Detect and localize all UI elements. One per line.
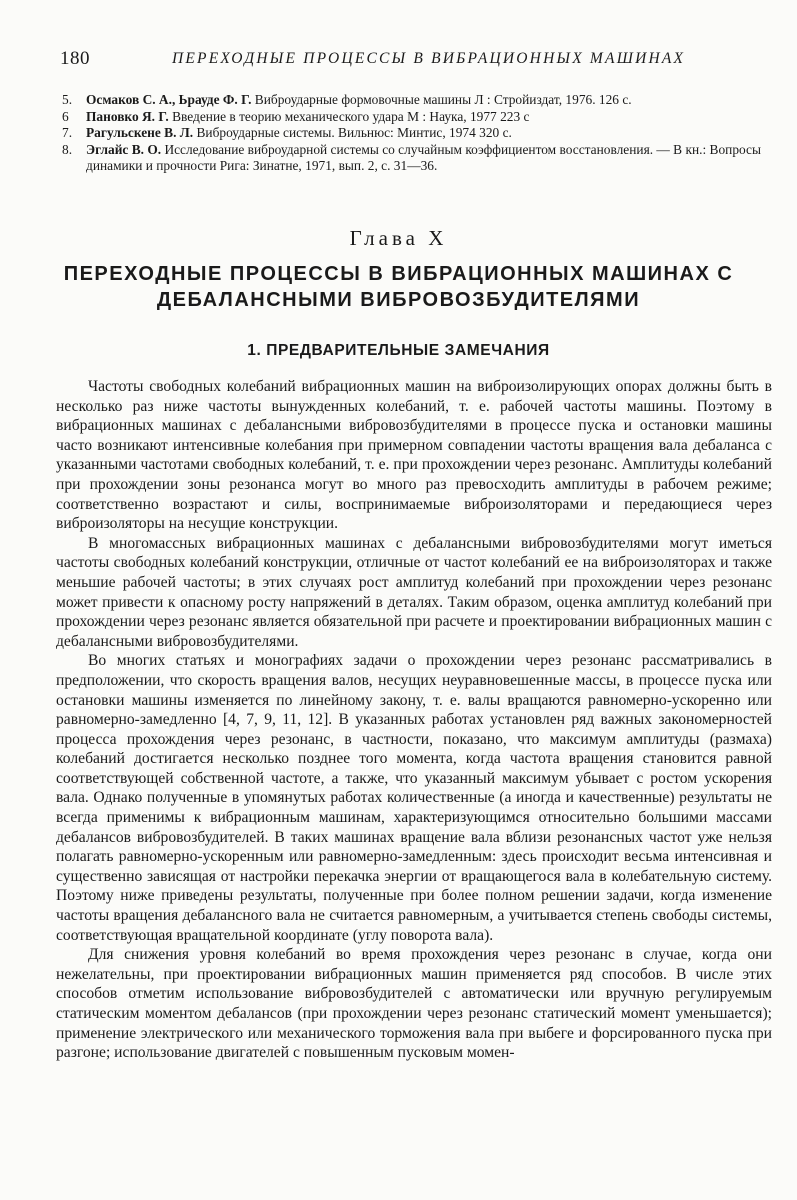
body-text <box>56 377 772 1063</box>
reference-authors: Осмаков С. А., Ьрауде Ф. Г. <box>86 92 252 107</box>
page-number: 180 <box>60 48 90 69</box>
reference-list <box>62 92 762 175</box>
reference-authors: Рагульскене В. Л. <box>86 125 194 140</box>
reference-number: 5. <box>62 92 73 107</box>
running-header: ПЕРЕХОДНЫЕ ПРОЦЕССЫ В ВИБРАЦИОННЫХ МАШИНАХ <box>172 50 686 67</box>
reference-number: 6 <box>62 108 69 124</box>
reference-number: 8. <box>62 141 73 157</box>
section-heading: 1. ПРЕДВАРИТЕЛЬНЫЕ ЗАМЕЧАНИЯ <box>247 342 550 359</box>
reference-text: Исследование виброударной системы со случайным коэффициентом восстановления. — В кн.: Вопросы динамики и прочности Рига: Зинатне, 1971, вып. 2, с. 31—36. <box>86 141 761 173</box>
paragraph: Для снижения уровня колебаний во время прохождения через резонанс в случае, когда они нежелательны, при проектировании вибрационных машин применяется ряд способов. В числе этих способов отметим использование вибровозбудителей с автоматически или вручную регулируемым статическим моментом дебалансов (при прохождении через резонанс статический момент уменьшается); применение электрического или механического торможения вала при выбеге и форсированного пуска при разгоне; использование двигателей с повышенным пусковым момен- <box>56 946 772 1062</box>
reference-authors: Пановко Я. Г. <box>86 108 169 124</box>
paragraph: Во многих статьях и монографиях задачи о прохождении через резонанс рассматривались в предположении, что скорость вращения валов, несущих неуравновешенные массы, в процессе пуска или остановки машины изменяется по линейному закону, т. е. валы вращаются равномерно-ускоренно или равномерно-замедленно [4, 7, 9, 11, 12]. В указанных работах установлен ряд важных закономерностей процесса прохождения через резонанс, в частности, показано, что максимум амплитуды (размаха) колебаний достигается несколько позднее того момента, когда частота вращения становится равной соответствующей собственной частоте, а также, что указанный максимум убывает с ростом ускорения вала. Однако полученные в упомянутых работах количественные (а иногда и качественные) результаты не всегда применимы к вибрационным машинам, характеризующимся относительно большими массами дебалансов вибровозбудителей. В таких машинах вращение вала вблизи резонансных частот уже нельзя полагать равномерно-ускоренным или равномерно-замедленным: здесь происходит весьма интенсивная и существенно зависящая от настройки перекачка энергии от вращающегося вала в колебательную систему. Поэтому ниже приведены результаты, полученные при более полном решении задачи, когда изменение частоты вращения дебалансного вала не считается равномерным, а учитывается степень свободы системы, соответствующая вращательной координате (углу поворота вала). <box>56 652 772 944</box>
reference-text: Виброударные формовочные машины Л : Стройиздат, 1976. 126 с. <box>251 92 632 107</box>
paragraph: В многомассных вибрационных машинах с дебалансными вибровозбудителями могут иметься частоты свободных колебаний конструкции, отличные от частот колебаний ее на виброизоляторах и также меньшие рабочей частоты; в этих случаях рост амплитуд колебаний при прохождении через резонанс может привести к опасному росту напряжений в деталях. Таким образом, оценка амплитуд колебаний при прохождении через резонанс является обязательной при расчете и проектировании вибрационных машин с дебалансными вибровозбудителями. <box>56 534 772 650</box>
reference-authors: Эглайс В. О. <box>86 141 162 157</box>
chapter-label: Глава X <box>349 226 448 250</box>
reference-item <box>62 92 762 109</box>
reference-item <box>62 142 762 175</box>
reference-text: Введение в теорию механического удара М : Наука, 1977 223 с <box>168 108 530 124</box>
paragraph: Частоты свободных колебаний вибрационных машин на виброизолирующих опорах должны быть в несколько раз ниже частоты вынужденных колебаний, т. е. рабочей частоты машины. Поэтому в вибрационных машинах с дебалансными вибровозбудителями в процессе пуска и остановки машины часто возникают интенсивные колебания при примерном совпадении частоты вращения вала дебаланса с указанными частотами свободных колебаний, т. е. при прохождении через резонанс. Амплитуды колебаний при прохождении зоны резонанса могут во много раз превосходить амплитуды в рабочем режиме; соответственно возрастают и силы, воспринимаемые виброизоляторами и передающиеся через виброизоляторы на несущие конструкции. <box>56 378 772 533</box>
chapter-title: ПЕРЕХОДНЫЕ ПРОЦЕССЫ В ВИБРАЦИОННЫХ МАШИНАХ С ДЕБАЛАНСНЫМИ ВИБРОВОЗБУДИТЕЛЯМИ <box>63 263 734 311</box>
reference-item <box>62 109 762 126</box>
reference-number: 7. <box>62 125 73 140</box>
reference-item <box>62 125 762 142</box>
reference-text: Виброударные системы. Вильнюс: Минтис, 1974 320 с. <box>193 125 512 140</box>
